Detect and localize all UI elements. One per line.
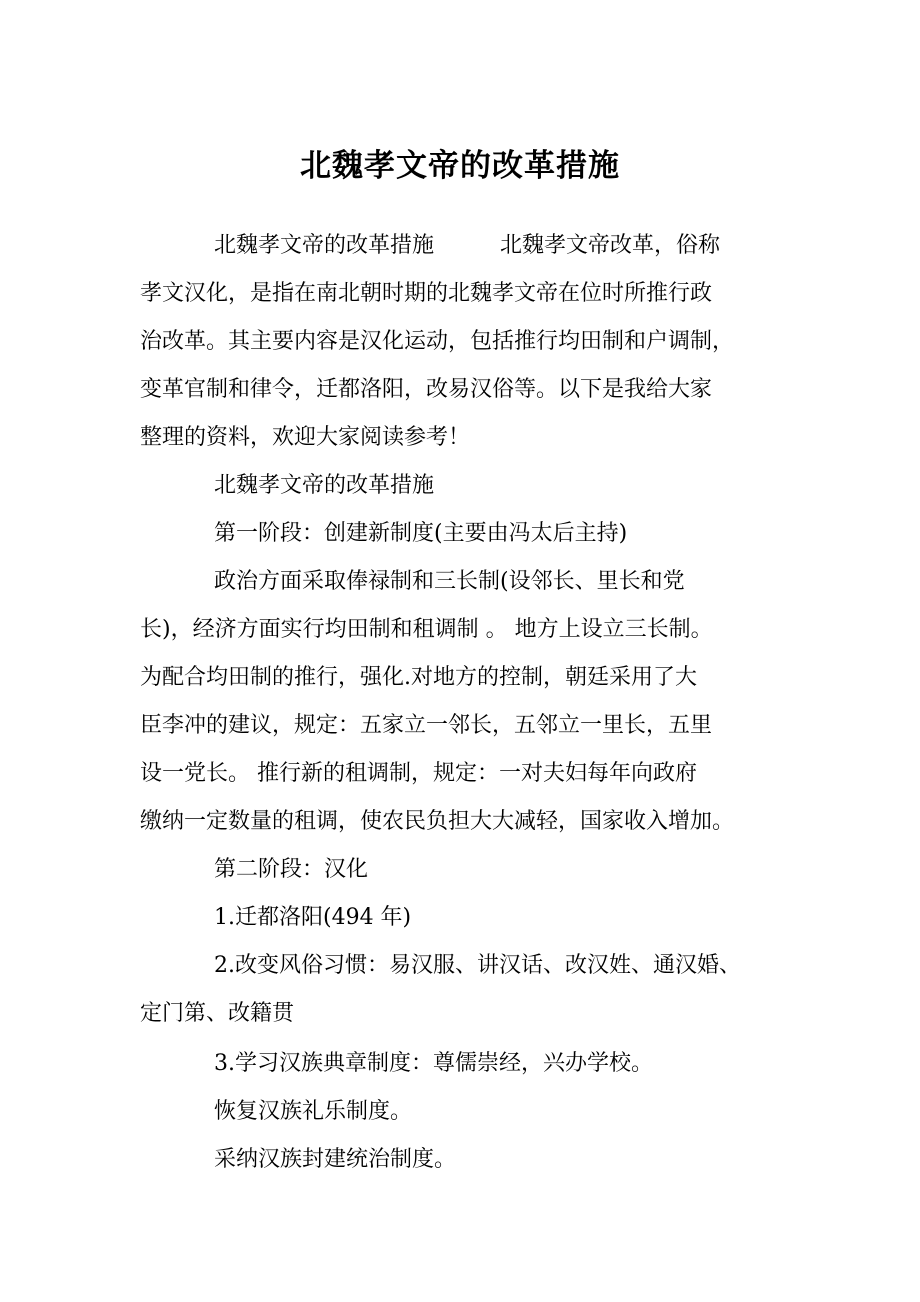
intro-line-4: 变革官制和律令，迁都洛阳，改易汉俗等。以下是我给大家 bbox=[140, 377, 713, 402]
item-2 bbox=[140, 942, 790, 1038]
item-5-text: 采纳汉族封建统治制度。 bbox=[214, 1147, 457, 1172]
item-3 bbox=[140, 1040, 790, 1088]
intro-line-5: 整理的资料，欢迎大家阅读参考！ bbox=[140, 425, 471, 450]
intro-line-2: 孝文汉化，是指在南北朝时期的北魏孝文帝在位时所推行政 bbox=[140, 281, 713, 306]
stage2-heading-text: 第二阶段：汉化 bbox=[214, 857, 369, 882]
stage1-line-4: 臣李冲的建议，规定：五家立一邻长，五邻立一里长，五里 bbox=[140, 713, 713, 738]
item-3-text: 3.学习汉族典章制度：尊儒崇经，兴办学校。 bbox=[214, 1051, 653, 1076]
section-heading-text: 北魏孝文帝的改革措施 bbox=[214, 473, 435, 498]
section-heading bbox=[140, 462, 790, 510]
intro-line-1: 北魏孝文帝的改革措施 北魏孝文帝改革，俗称 bbox=[214, 233, 721, 258]
item-4-text: 恢复汉族礼乐制度。 bbox=[214, 1099, 413, 1124]
stage1-heading-text: 第一阶段：创建新制度(主要由冯太后主持) bbox=[214, 521, 628, 546]
item-2-line-2: 定门第、改籍贯 bbox=[140, 1001, 295, 1026]
stage1-line-3: 为配合均田制的推行，强化.对地方的控制，朝廷采用了大 bbox=[140, 665, 697, 690]
stage1-heading bbox=[140, 510, 790, 558]
stage1-line-1: 政治方面采取俸禄制和三长制(设邻长、里长和党 bbox=[214, 569, 685, 594]
item-5 bbox=[140, 1136, 790, 1184]
stage1-line-6: 缴纳一定数量的租调，使农民负担大大减轻，国家收入增加。 bbox=[140, 809, 735, 834]
item-4 bbox=[140, 1088, 790, 1136]
intro-line-3: 治改革。其主要内容是汉化运动，包括推行均田制和户调制， bbox=[140, 329, 735, 354]
stage2-heading bbox=[140, 846, 790, 894]
item-2-line-1: 2.改变风俗习惯：易汉服、讲汉话、改汉姓、通汉婚、 bbox=[214, 953, 741, 978]
item-1-text: 1.迁都洛阳(494 年) bbox=[214, 905, 412, 930]
stage1-line-2: 长)，经济方面实行均田制和租调制 。 地方上设立三长制。 bbox=[140, 617, 713, 642]
item-1 bbox=[140, 894, 790, 942]
intro-paragraph bbox=[140, 222, 790, 462]
stage1-line-5: 设一党长。 推行新的租调制，规定：一对夫妇每年向政府 bbox=[140, 761, 697, 786]
stage1-paragraph bbox=[140, 558, 790, 846]
page-title: 北魏孝文帝的改革措施 bbox=[300, 148, 620, 184]
